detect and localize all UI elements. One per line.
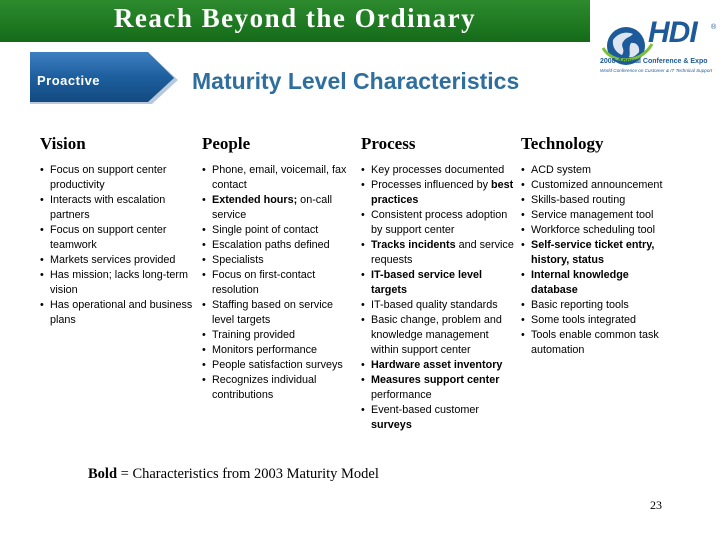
bullet-item <box>361 163 519 178</box>
item-text: Service management tool <box>531 209 654 221</box>
bullet-list <box>361 163 519 433</box>
item-text: ACD system <box>531 164 591 176</box>
item-text: Some tools integrated <box>531 314 637 326</box>
item-text: Focus on support center productivity <box>50 164 167 191</box>
bullet-item <box>40 193 198 223</box>
column-heading: Process <box>361 134 416 153</box>
bold-text: best practices <box>371 179 514 206</box>
item-text: performance <box>371 389 432 401</box>
bullet-item <box>521 238 671 268</box>
item-text: Tools enable common task automation <box>531 329 659 356</box>
bullet-item <box>361 178 519 208</box>
bullet-item <box>202 343 358 358</box>
bullet-item <box>40 268 198 298</box>
bullet-item <box>202 373 358 403</box>
item-text: Recognizes individual contributions <box>212 374 317 401</box>
logo-event-line: 2008 Annual Conference & Expo <box>600 58 708 65</box>
bold-text: Tracks incidents <box>371 239 456 251</box>
item-text: Basic reporting tools <box>531 299 629 311</box>
bullet-item <box>521 178 671 193</box>
bold-text: Hardware asset inventory <box>371 359 503 371</box>
bullet-item <box>40 163 198 193</box>
bullet-item <box>361 403 519 433</box>
bullet-item <box>521 328 671 358</box>
logo-text: HDI <box>648 16 697 49</box>
column-heading: People <box>202 134 251 153</box>
bullet-item <box>202 298 358 328</box>
column-vision <box>40 134 198 328</box>
bullet-item <box>361 238 519 268</box>
bold-text: Self-service ticket entry, history, status <box>531 239 655 266</box>
bullet-item <box>361 358 519 373</box>
bullet-item <box>361 373 519 403</box>
item-text: Markets services provided <box>50 254 176 266</box>
column-heading: Vision <box>40 134 86 153</box>
item-text: on-call service <box>212 194 332 221</box>
item-text: Monitors performance <box>212 344 318 356</box>
legend-footnote <box>88 466 379 483</box>
footnote-text: = Characteristics from 2003 Maturity Model <box>117 466 379 482</box>
bullet-item <box>521 268 671 298</box>
logo-tagline: World Conference on Customer & IT Technical Support <box>600 68 713 73</box>
slide-title: Maturity Level Characteristics <box>192 68 520 94</box>
bullet-list <box>202 163 358 403</box>
item-text: Has mission; lacks long-term vision <box>50 269 188 296</box>
bullet-item <box>361 313 519 358</box>
item-text: Escalation paths defined <box>212 239 330 251</box>
item-text: Training provided <box>212 329 296 341</box>
bullet-item <box>202 163 358 193</box>
item-text: People satisfaction surveys <box>212 359 343 371</box>
bold-text: IT-based service level targets <box>371 269 483 296</box>
bullet-item <box>202 253 358 268</box>
item-text: Workforce scheduling tool <box>531 224 656 236</box>
bullet-item <box>202 238 358 253</box>
page-number: 23 <box>650 498 662 512</box>
item-text: Skills-based routing <box>531 194 626 206</box>
item-text: Interacts with escalation partners <box>50 194 166 221</box>
bold-text: Extended hours; <box>212 194 298 206</box>
bullet-item <box>202 358 358 373</box>
banner-title: Reach Beyond the Ordinary <box>113 3 477 33</box>
bullet-item <box>361 268 519 298</box>
bullet-item <box>40 298 198 328</box>
bullet-item <box>202 328 358 343</box>
bullet-item <box>521 208 671 223</box>
item-text: Phone, email, voicemail, fax contact <box>212 164 347 191</box>
bullet-item <box>361 208 519 238</box>
item-text: and service requests <box>371 239 514 266</box>
bullet-item <box>40 223 198 253</box>
bold-text: Internal knowledge database <box>531 269 629 296</box>
bullet-item <box>521 163 671 178</box>
bullet-item <box>40 253 198 268</box>
footnote-bold-word: Bold <box>88 466 118 482</box>
item-text: Staffing based on service level targets <box>212 299 334 326</box>
column-process <box>361 134 519 433</box>
item-text: Single point of contact <box>212 224 319 236</box>
item-text: IT-based quality standards <box>371 299 498 311</box>
bullet-item <box>202 268 358 298</box>
item-text: Processes influenced by <box>371 179 492 191</box>
item-text: Specialists <box>212 254 264 266</box>
item-text: Customized announcement <box>531 179 663 191</box>
bold-text: Measures support center <box>371 374 500 386</box>
proactive-label: Proactive <box>37 73 101 88</box>
column-heading: Technology <box>521 134 604 153</box>
bullet-item <box>521 193 671 208</box>
column-people <box>202 134 358 403</box>
item-text: Basic change, problem and knowledge management within support center <box>371 314 502 356</box>
bullet-item <box>521 223 671 238</box>
bold-text: surveys <box>371 419 412 431</box>
bullet-item <box>361 298 519 313</box>
item-text: Key processes documented <box>371 164 505 176</box>
logo-trademark: ® <box>711 24 717 31</box>
item-text: Focus on first-contact resolution <box>212 269 316 296</box>
bullet-item <box>521 313 671 328</box>
column-technology <box>521 134 671 358</box>
item-text: Has operational and business plans <box>50 299 193 326</box>
bullet-item <box>202 193 358 223</box>
item-text: Focus on support center teamwork <box>50 224 167 251</box>
bullet-list <box>521 163 671 358</box>
bullet-item <box>521 298 671 313</box>
bullet-item <box>202 223 358 238</box>
item-text: Event-based customer <box>371 404 480 416</box>
bullet-list <box>40 163 198 328</box>
item-text: Consistent process adoption by support center <box>371 209 508 236</box>
